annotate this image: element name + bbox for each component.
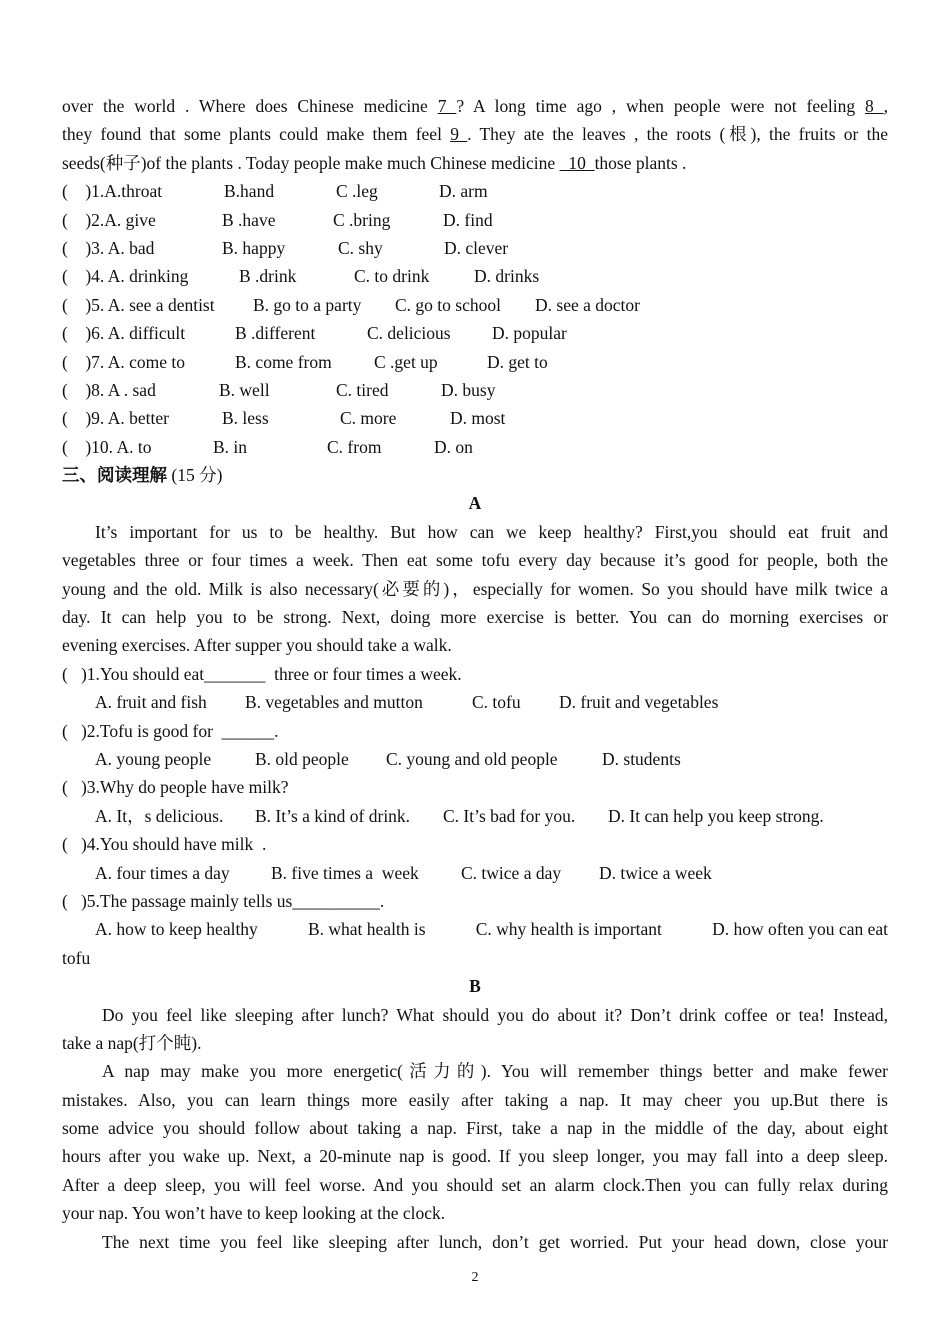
option: B. what health is (307, 919, 426, 940)
passage-a-line: evening exercises. After supper you should take a walk. (62, 635, 452, 656)
blank-7: 7 (437, 96, 457, 116)
text: they found that some plants could make them feel (62, 124, 451, 145)
option: B. in (213, 436, 248, 457)
text: , (883, 96, 888, 116)
cloze-item (62, 177, 888, 205)
option-continuation: tofu (62, 947, 91, 968)
option: C .bring (333, 209, 391, 230)
reading-options (62, 859, 888, 887)
passage-a-line: day. It can help you to be strong. Next, doing more exercise is better. You can do morning exercises or (62, 607, 888, 628)
blank-9: 9 (450, 124, 468, 145)
option: D. twice a week (599, 862, 712, 883)
option: B. come from (235, 351, 332, 372)
question: ( )3. A. bad (62, 237, 155, 258)
question: ( )1.A.throat (62, 181, 163, 202)
option: D. most (450, 408, 506, 429)
option: C. to drink (354, 266, 430, 287)
option: D. It can help you keep strong. (608, 805, 824, 826)
cloze-item (62, 433, 888, 461)
passage-b-line: A nap may make you more energetic(活力的). You will remember things better and make fewer (102, 1061, 888, 1082)
option: B. five times a week (271, 862, 419, 883)
reading-options (62, 745, 888, 773)
option: C. delicious (367, 323, 451, 344)
document-page (62, 92, 888, 1256)
option: D. on (434, 436, 473, 457)
reading-question: ( )3.Why do people have milk? (62, 777, 289, 798)
question: ( )4. A. drinking (62, 266, 189, 287)
passage-b-label: B (469, 976, 481, 997)
question: ( )7. A. come to (62, 351, 185, 372)
option: A. how to keep healthy (95, 919, 258, 940)
passage-a-line: young and the old. Milk is also necessary(必要的)，especially for women. So you should have milk twice a (62, 578, 888, 599)
option: D. see a doctor (535, 294, 640, 315)
option: C. shy (338, 237, 383, 258)
option: C. more (340, 408, 397, 429)
cloze-item (62, 376, 888, 404)
cloze-item (62, 262, 888, 290)
cloze-item (62, 319, 888, 347)
option: D. find (443, 209, 493, 230)
passage-a-label: A (468, 493, 482, 514)
passage-b-line: take a nap(打个盹). (62, 1032, 202, 1053)
cloze-line-2 (62, 120, 888, 148)
option: D. popular (492, 323, 567, 344)
option: B. old people (255, 748, 349, 769)
option: C. tofu (472, 692, 521, 713)
question: ( )6. A. difficult (62, 323, 186, 344)
section-heading (62, 461, 888, 489)
option: D. fruit and vegetables (559, 692, 719, 713)
question: ( )10. A. to (62, 436, 152, 457)
option: D. get to (487, 351, 548, 372)
cloze-item (62, 234, 888, 262)
question: ( )2.A. give (62, 209, 156, 230)
passage-b-line: some advice you should follow about taking a nap. First, take a nap in the middle of the day, about eight (62, 1118, 888, 1139)
option: C. go to school (395, 294, 501, 315)
option: C. why health is important (475, 919, 662, 940)
passage-a-line: vegetables three or four times a week. Then eat some tofu every day because it’s good for people, both the (62, 550, 888, 571)
option: B .different (235, 323, 316, 344)
cloze-line-3 (62, 149, 888, 177)
passage-b-line: hours after you wake up. Next, a 20-minute nap is good. If you sleep longer, you may fall into a deep sleep. (62, 1146, 888, 1167)
text: seeds(种子)of the plants . Today people make much Chinese medicine (62, 152, 560, 173)
reading-options (62, 915, 888, 943)
passage-a-line: It’s important for us to be healthy. But how can we keep healthy? First,you should eat fruit and (95, 521, 888, 542)
reading-question: ( )5.The passage mainly tells us__________. (62, 890, 385, 911)
reading-question: ( )1.You should eat_______ three or four times a week. (62, 663, 462, 684)
option: D. clever (444, 237, 509, 258)
option: D. drinks (474, 266, 540, 287)
question: ( )9. A. better (62, 408, 169, 429)
passage-b-line: After a deep sleep, you will feel worse. And you should set an alarm clock.Then you can fully relax during (62, 1174, 888, 1195)
passage-b-line: The next time you feel like sleeping after lunch, don’t get worried. Put your head down, close your (102, 1231, 888, 1252)
option: C. twice a day (461, 862, 562, 883)
option: D. busy (441, 379, 496, 400)
option: A. fruit and fish (95, 692, 207, 713)
text: over the world . Where does Chinese medicine (62, 96, 438, 116)
passage-b-line: mistakes. Also, you can learn things more easily after taking a nap. It may cheer you up.But there is (62, 1089, 888, 1110)
option: D. arm (439, 181, 488, 202)
blank-10: 10 (559, 152, 595, 173)
reading-options (62, 688, 888, 716)
option: B. well (219, 379, 270, 400)
option: C. tired (336, 379, 389, 400)
option: B .drink (239, 266, 297, 287)
option: B. happy (222, 237, 286, 258)
reading-question: ( )4.You should have milk . (62, 834, 267, 855)
passage-b-line: your nap. You won’t have to keep looking at the clock. (62, 1203, 446, 1224)
option: D. students (602, 748, 681, 769)
option: C. It’s bad for you. (443, 805, 576, 826)
option: B. vegetables and mutton (245, 692, 423, 713)
option: D. how often you can eat (712, 919, 888, 940)
reading-question: ( )2.Tofu is good for ______. (62, 720, 279, 741)
option: B. less (222, 408, 269, 429)
text: ? A long time ago , when people were not feeling (456, 96, 865, 116)
option: A. four times a day (95, 862, 230, 883)
question: ( )8. A . sad (62, 379, 156, 400)
option: A. It，s delicious. (95, 805, 224, 826)
option: B. It’s a kind of drink. (255, 805, 411, 826)
cloze-item (62, 348, 888, 376)
option: C .leg (336, 181, 378, 202)
cloze-item (62, 206, 888, 234)
option: C .get up (374, 351, 438, 372)
passage-b-line: Do you feel like sleeping after lunch? What should you do about it? Don’t drink coffee or tea! Instead, (102, 1004, 888, 1025)
option: A. young people (95, 748, 212, 769)
text: . They ate the leaves , the roots (根), the fruits or the (467, 124, 889, 145)
question: ( )5. A. see a dentist (62, 294, 215, 315)
option: B. go to a party (253, 294, 362, 315)
option: C. from (327, 436, 382, 457)
blank-8: 8 (864, 96, 884, 116)
section-title: 三、阅读理解 (62, 465, 167, 486)
cloze-line-1 (62, 92, 888, 120)
option: B.hand (224, 181, 275, 202)
section-points: (15 分) (167, 465, 223, 486)
cloze-item (62, 404, 888, 432)
text: those plants . (594, 152, 687, 173)
option: C. young and old people (386, 748, 558, 769)
page-number: 2 (471, 1270, 479, 1285)
cloze-item (62, 291, 888, 319)
option: B .have (222, 209, 276, 230)
reading-options (62, 802, 888, 830)
